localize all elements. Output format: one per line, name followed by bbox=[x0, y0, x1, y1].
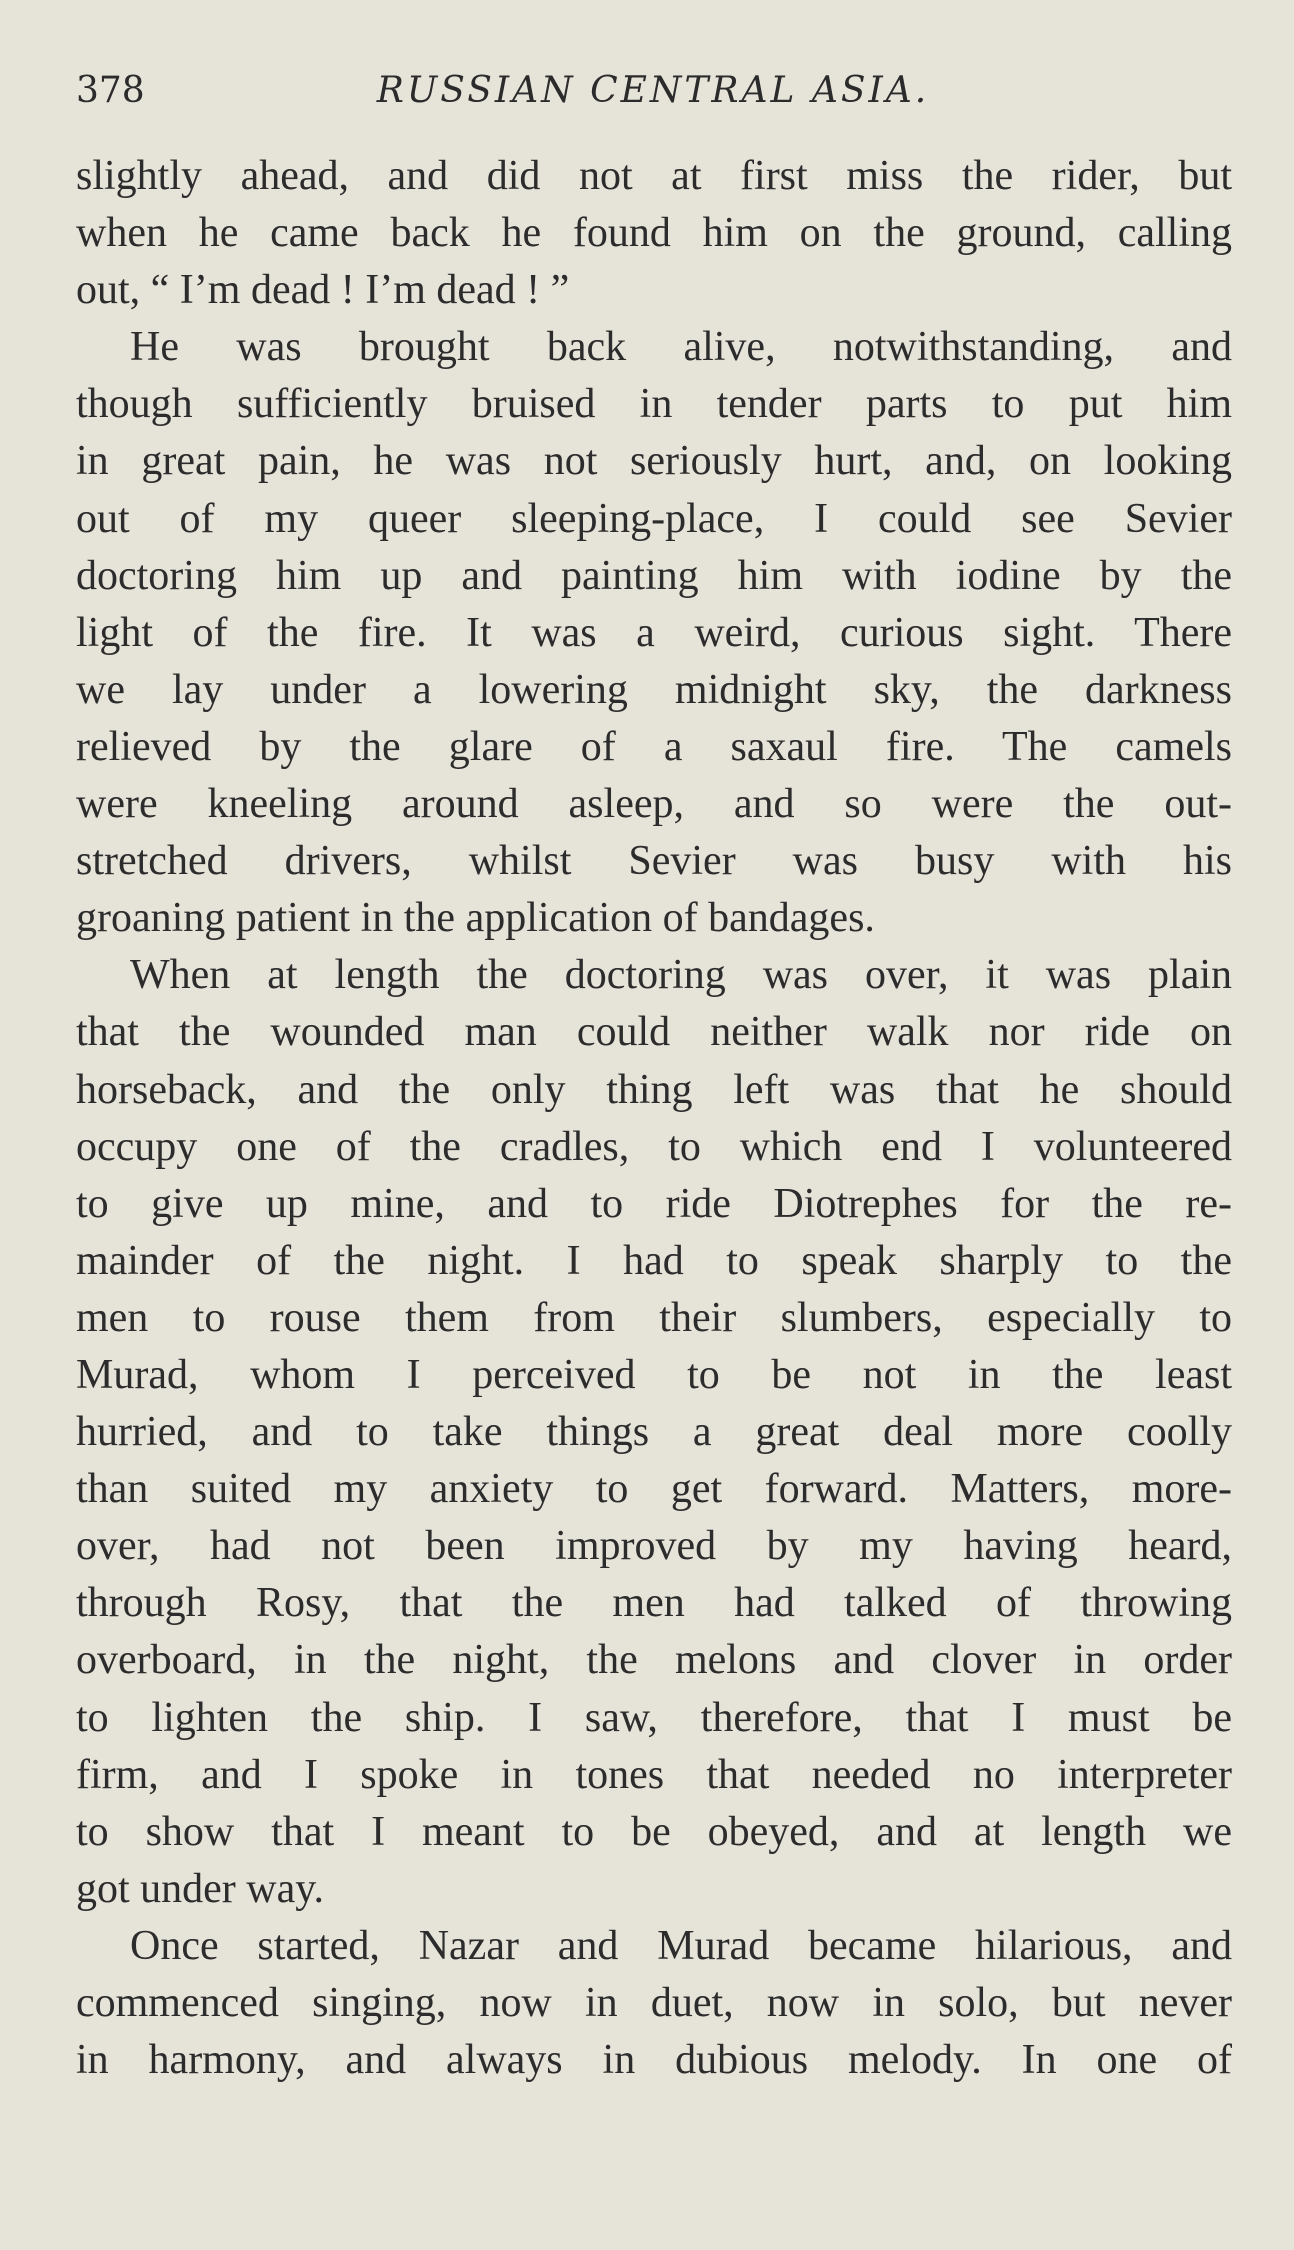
text-line: in great pain, he was not seriously hurt, and, on looking bbox=[76, 438, 1232, 485]
text-line: in harmony, and always in dubious melody. In one of bbox=[76, 2037, 1232, 2084]
body-text bbox=[76, 148, 1232, 2089]
text-line: through Rosy, that the men had talked of throwing bbox=[76, 1580, 1232, 1627]
text-line: slightly ahead, and did not at first miss the rider, but bbox=[76, 153, 1232, 199]
text-line: out of my queer sleeping-place, I could see Sevier bbox=[76, 495, 1232, 542]
paragraph bbox=[76, 148, 1232, 319]
text-line: commenced singing, now in duet, now in solo, but never bbox=[76, 1980, 1232, 2026]
text-line: were kneeling around asleep, and so were the out- bbox=[76, 781, 1232, 828]
text-line: doctoring him up and painting him with iodine by the bbox=[76, 552, 1232, 599]
text-line: horseback, and the only thing left was that he should bbox=[76, 1066, 1232, 1113]
page-header bbox=[76, 66, 1230, 116]
text-line: when he came back he found him on the ground, calling bbox=[76, 210, 1232, 257]
text-line: men to rouse them from their slumbers, especially to bbox=[76, 1294, 1232, 1341]
text-line: we lay under a lowering midnight sky, the darkness bbox=[76, 666, 1232, 713]
text-line: to lighten the ship. I saw, therefore, that I must be bbox=[76, 1694, 1232, 1741]
text-line: out, “ I’m dead ! I’m dead ! ” bbox=[76, 267, 570, 314]
text-line: to give up mine, and to ride Diotrephes for the re- bbox=[76, 1180, 1232, 1227]
text-line: He was brought back alive, notwithstanding, and bbox=[130, 324, 1232, 371]
text-line: that the wounded man could neither walk nor ride on bbox=[76, 1009, 1232, 1056]
text-line: mainder of the night. I had to speak sharply to the bbox=[76, 1237, 1232, 1284]
text-line: over, had not been improved by my having heard, bbox=[76, 1523, 1232, 1570]
paragraph bbox=[76, 1918, 1232, 2089]
text-line: got under way. bbox=[76, 1865, 325, 1912]
paragraph bbox=[76, 947, 1232, 1918]
text-line: firm, and I spoke in tones that needed no interpreter bbox=[76, 1751, 1232, 1798]
text-line: Murad, whom I perceived to be not in the least bbox=[76, 1351, 1232, 1398]
text-line: to show that I meant to be obeyed, and at length we bbox=[76, 1808, 1232, 1855]
paragraph bbox=[76, 319, 1232, 947]
text-line: though sufficiently bruised in tender parts to put him bbox=[76, 381, 1232, 428]
text-line: stretched drivers, whilst Sevier was busy with his bbox=[76, 838, 1232, 885]
page-number: 378 bbox=[76, 70, 145, 111]
text-line: relieved by the glare of a saxaul fire. The camels bbox=[76, 723, 1232, 770]
text-line: groaning patient in the application of bandages. bbox=[76, 895, 875, 942]
text-line: light of the fire. It was a weird, curious sight. There bbox=[76, 609, 1232, 656]
text-line: hurried, and to take things a great deal more coolly bbox=[76, 1409, 1232, 1456]
text-line: occupy one of the cradles, to which end I volunteered bbox=[76, 1123, 1232, 1170]
text-line: overboard, in the night, the melons and clover in order bbox=[76, 1637, 1232, 1684]
text-line: When at length the doctoring was over, it was plain bbox=[130, 952, 1232, 999]
text-line: than suited my anxiety to get forward. Matters, more- bbox=[76, 1466, 1232, 1513]
text-line: Once started, Nazar and Murad became hilarious, and bbox=[130, 1922, 1232, 1969]
running-head: RUSSIAN CENTRAL ASIA. bbox=[376, 70, 930, 111]
